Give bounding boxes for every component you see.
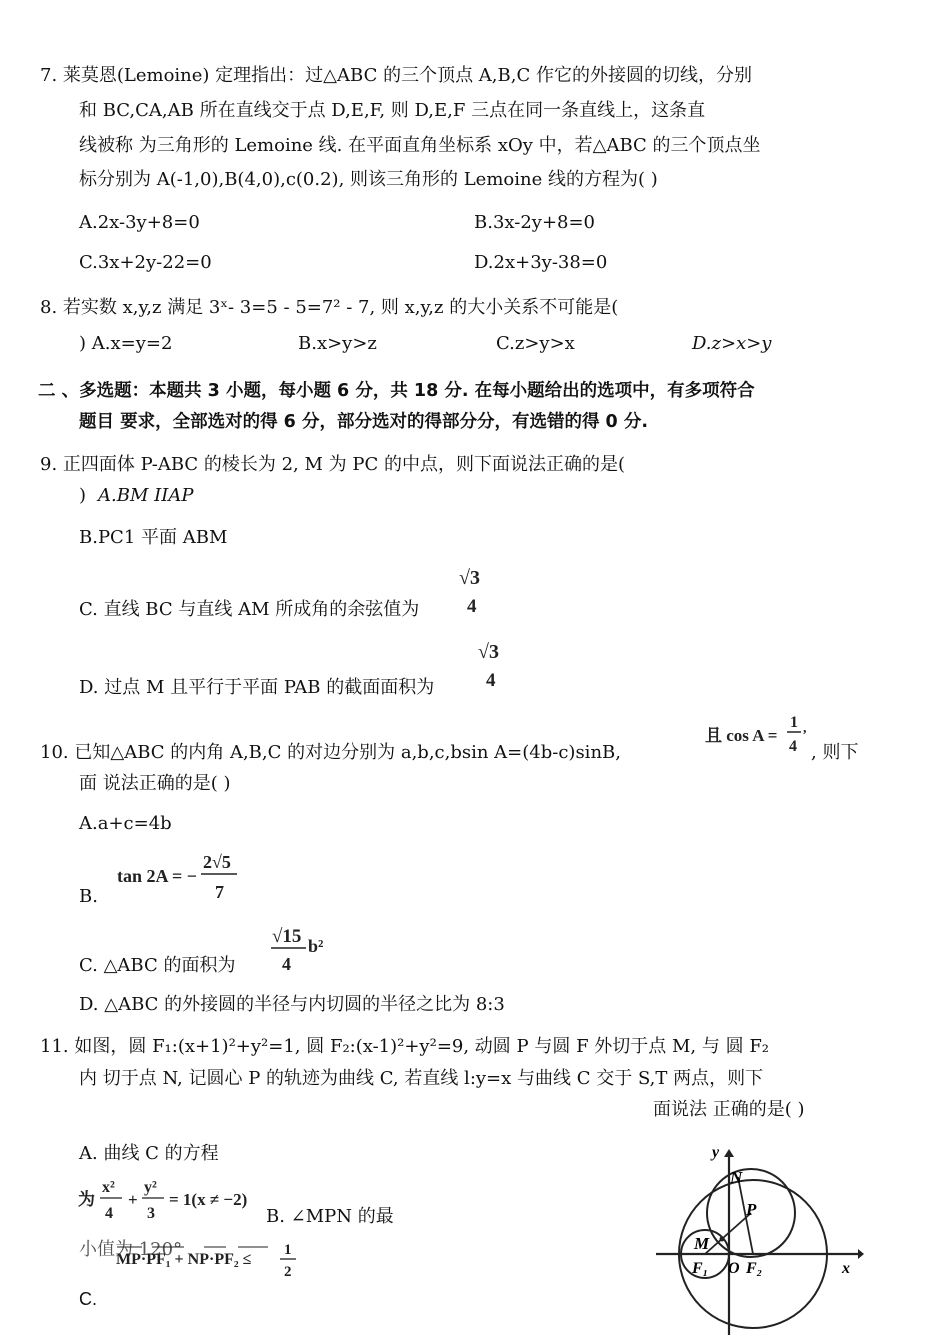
q11-option-c: C. bbox=[79, 1289, 97, 1309]
svg-text:MP·PF₁ + NP·PF₂ ≤: MP·PF₁ + NP·PF₂ ≤ bbox=[116, 1251, 252, 1268]
q11-vector-inequality-image bbox=[114, 1236, 304, 1286]
svg-text:b²: b² bbox=[308, 936, 324, 956]
q8-line1: 8. 若实数 x,y,z 满足 3ˣ- 3=5 - 5=7² - 7, 则 x,y,z 的大小关系不可能是( bbox=[40, 297, 619, 318]
svg-text:tan 2A = −: tan 2A = − bbox=[117, 866, 198, 886]
svg-text:,: , bbox=[803, 721, 807, 736]
q8-option-d: D.z>x>y bbox=[692, 333, 772, 354]
q9-option-b: B.PC1 平面 ABM bbox=[79, 527, 228, 548]
q10-option-c: C. △ABC 的面积为 bbox=[79, 955, 236, 976]
q9-option-d: D. 过点 M 且平行于平面 PAB 的截面面积为 bbox=[79, 677, 435, 698]
svg-text:1: 1 bbox=[790, 714, 798, 731]
svg-text:= 1(x ≠ −2): = 1(x ≠ −2) bbox=[169, 1190, 248, 1209]
q7-line1: 7. 莱莫恩(Lemoine) 定理指出：过△ABC 的三个顶点 A,B,C 作它的外接圆的切线，分别 bbox=[40, 65, 752, 86]
q10-area-formula-image bbox=[268, 920, 338, 976]
label-p: P bbox=[746, 1200, 757, 1219]
label-f2: F₂ bbox=[746, 1260, 763, 1277]
q11-option-a: A. 曲线 C 的方程 bbox=[79, 1143, 219, 1164]
q9-option-a: A.BM IIAP bbox=[98, 485, 194, 506]
svg-text:且 cos A =: 且 cos A = bbox=[705, 726, 778, 745]
svg-text:7: 7 bbox=[215, 882, 224, 902]
q11-circles-figure bbox=[650, 1135, 865, 1340]
q7-option-a: A.2x-3y+8=0 bbox=[79, 212, 200, 233]
q11-ellipse-equation-image bbox=[76, 1174, 266, 1230]
q10-cos-condition-image bbox=[703, 710, 813, 760]
q8-option-b: B.x>y>z bbox=[298, 333, 377, 354]
label-o: O bbox=[728, 1260, 740, 1277]
label-x: x bbox=[842, 1260, 850, 1277]
q9-d-fraction-image bbox=[474, 636, 514, 692]
svg-text:4: 4 bbox=[467, 596, 477, 617]
q9-option-c: C. 直线 BC 与直线 AM 所成角的余弦值为 bbox=[79, 599, 420, 620]
q8-option-a: ) A.x=y=2 bbox=[79, 333, 173, 354]
point-m bbox=[720, 1237, 725, 1242]
svg-text:2√5: 2√5 bbox=[203, 852, 231, 872]
svg-text:√3: √3 bbox=[459, 567, 480, 589]
svg-text:2: 2 bbox=[284, 1264, 292, 1280]
q10-option-a: A.a+c=4b bbox=[79, 813, 172, 834]
q8-option-c: C.z>y>x bbox=[496, 333, 575, 354]
q10-line2: 面 说法正确的是( ) bbox=[79, 773, 231, 794]
q10-line1-tail: , 则下 bbox=[811, 742, 859, 763]
section2-heading-line2: 题目 要求，全部选对的得 6 分，部分选对的得部分分，有选错的得 0 分. bbox=[79, 412, 648, 432]
q11-line3: 面说法 正确的是( ) bbox=[653, 1099, 805, 1120]
q10-option-d: D. △ABC 的外接圆的半径与内切圆的半径之比为 8:3 bbox=[79, 994, 505, 1015]
svg-text:1: 1 bbox=[284, 1242, 292, 1258]
q10-tan-formula-image bbox=[115, 846, 245, 906]
figure-x-axis-arrow bbox=[858, 1249, 864, 1259]
label-m: M bbox=[694, 1234, 710, 1253]
q11-option-b-cont: 小值为 120° bbox=[79, 1239, 183, 1260]
q7-line2: 和 BC,CA,AB 所在直线交于点 D,E,F, 则 D,E,F 三点在同一条直线上，这条直 bbox=[79, 100, 706, 121]
q10-line1: 10. 已知△ABC 的内角 A,B,C 的对边分别为 a,b,c,bsin A=(4b-c)sinB, bbox=[40, 742, 621, 763]
q11-line1: 11. 如图，圆 F₁:(x+1)²+y²=1, 圆 F₂:(x-1)²+y²=9, 动圆 P 与圆 F 外切于点 M, 与 圆 F₂ bbox=[40, 1036, 770, 1057]
svg-text:4: 4 bbox=[282, 954, 291, 974]
q7-option-d: D.2x+3y-38=0 bbox=[474, 252, 608, 273]
label-f1: F₁ bbox=[692, 1260, 709, 1277]
q10-option-b: B. bbox=[79, 886, 98, 907]
q11-option-b: B. ∠MPN 的最 bbox=[266, 1206, 394, 1227]
svg-text:4: 4 bbox=[789, 738, 797, 755]
svg-text:y²: y² bbox=[144, 1179, 157, 1196]
label-y: y bbox=[712, 1144, 720, 1161]
q7-line3: 线被称 为三角形的 Lemoine 线. 在平面直角坐标系 xOy 中，若△ABC 的三个顶点坐 bbox=[79, 135, 761, 156]
q11-line2: 内 切于点 N, 记圆心 P 的轨迹为曲线 C, 若直线 l:y=x 与曲线 C 交于 S,T 两点，则下 bbox=[79, 1068, 764, 1089]
figure-y-axis-arrow bbox=[724, 1149, 734, 1157]
svg-text:+: + bbox=[128, 1190, 138, 1209]
q7-line4: 标分别为 A(-1,0),B(4,0),c(0.2), 则该三角形的 Lemoine 线的方程为( ) bbox=[79, 169, 658, 190]
svg-text:√3: √3 bbox=[478, 641, 499, 663]
svg-text:x²: x² bbox=[102, 1179, 115, 1196]
q7-option-c: C.3x+2y-22=0 bbox=[79, 252, 212, 273]
q7-option-b: B.3x-2y+8=0 bbox=[474, 212, 596, 233]
svg-text:4: 4 bbox=[486, 670, 496, 691]
svg-text:3: 3 bbox=[147, 1205, 155, 1222]
q9-line1: 9. 正四面体 P-ABC 的棱长为 2, M 为 PC 的中点，则下面说法正确的是( bbox=[40, 454, 625, 475]
svg-text:为: 为 bbox=[78, 1190, 95, 1209]
section2-heading-line1: 二 、多选题：本题共 3 小题，每小题 6 分，共 18 分. 在每小题给出的选项中，有多项符合 bbox=[38, 381, 755, 401]
svg-text:√15: √15 bbox=[272, 926, 302, 947]
q9-paren: ) bbox=[79, 485, 87, 506]
label-n: N bbox=[730, 1168, 743, 1187]
q9-c-fraction-image bbox=[455, 562, 495, 618]
svg-text:4: 4 bbox=[105, 1205, 113, 1222]
